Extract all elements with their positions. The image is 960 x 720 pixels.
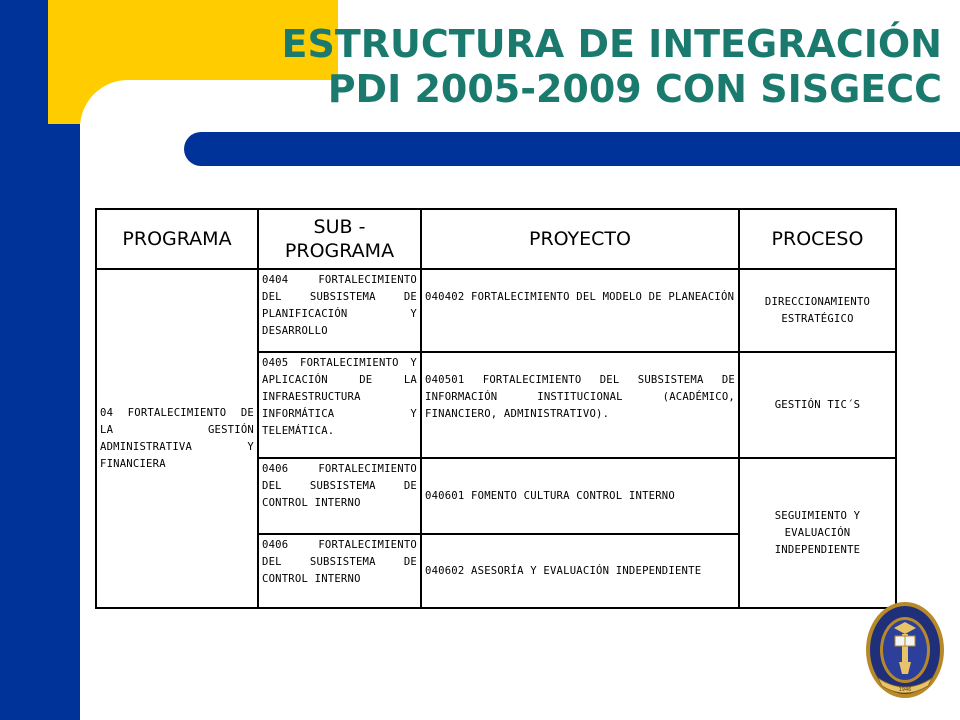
cell-subprograma: 0405 FORTALECIMIENTO Y APLICACIÓN DE LA INFRAESTRUCTURA INFORMÁTICA Y TELEMÁTICA. [258, 352, 421, 458]
cell-proyecto: 040601 FOMENTO CULTURA CONTROL INTERNO [421, 458, 739, 534]
slide-title-line-2: PDI 2005-2009 CON SISGECC [327, 67, 942, 111]
cell-proceso-line-1: DIRECCIONAMIENTO [764, 295, 871, 308]
cell-proceso: GESTIÓN TIC´S [739, 352, 896, 458]
cell-proceso-merged-line-2: EVALUACIÓN [784, 526, 851, 539]
header-subprograma [258, 209, 421, 269]
cell-proyecto: 040602 ASESORÍA Y EVALUACIÓN INDEPENDIENTE [421, 534, 739, 608]
cell-proyecto: 040501 FORTALECIMIENTO DEL SUBSISTEMA DE INFORMACIÓN INSTITUCIONAL (ACADÉMICO, FINANCIERO, ADMINISTRATIVO). [421, 352, 739, 458]
header-proceso: PROCESO [739, 209, 896, 269]
table-header-row [96, 209, 896, 269]
slide-title [282, 22, 942, 112]
header-subprograma-line-2: PROGRAMA [284, 240, 395, 262]
cell-proyecto: 040402 FORTALECIMIENTO DEL MODELO DE PLANEACIÓN [421, 269, 739, 352]
header-subprograma-line-1: SUB - [313, 216, 366, 238]
cell-proceso-merged [739, 458, 896, 608]
header-programa: PROGRAMA [96, 209, 258, 269]
cell-programa: 04 FORTALECIMIENTO DE LA GESTIÓN ADMINISTRATIVA Y FINANCIERA [96, 269, 258, 608]
integration-table [95, 208, 897, 609]
seal-year: 1946 [898, 687, 912, 693]
cell-proceso [739, 269, 896, 352]
blue-title-stripe [184, 132, 960, 166]
cell-subprograma: 0406 FORTALECIMIENTO DEL SUBSISTEMA DE CONTROL INTERNO [258, 534, 421, 608]
cell-subprograma: 0406 FORTALECIMIENTO DEL SUBSISTEMA DE CONTROL INTERNO [258, 458, 421, 534]
header-proyecto: PROYECTO [421, 209, 739, 269]
cell-proceso-merged-line-1: SEGUIMIENTO Y [774, 509, 861, 522]
table-row [96, 269, 896, 352]
cell-subprograma: 0404 FORTALECIMIENTO DEL SUBSISTEMA DE PLANIFICACIÓN Y DESARROLLO [258, 269, 421, 352]
cell-proceso-line-2: ESTRATÉGICO [781, 312, 854, 325]
cell-proceso-merged-line-3: INDEPENDIENTE [774, 543, 861, 556]
slide-title-line-1: ESTRUCTURA DE INTEGRACIÓN [281, 22, 942, 66]
university-seal-icon [864, 600, 946, 700]
